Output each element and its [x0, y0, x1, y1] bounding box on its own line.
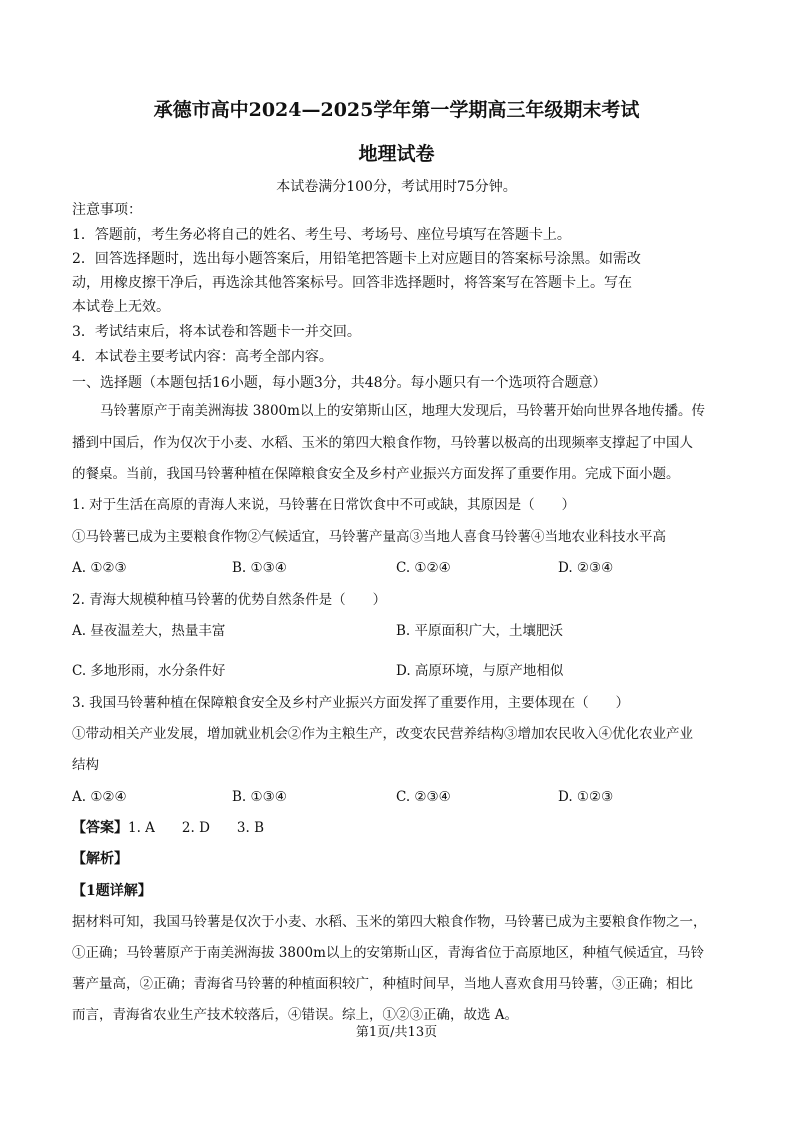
q2-option-b: B. 平原面积广大，土壤肥沃: [396, 623, 564, 639]
analysis-detail-tag: 【1题详解】: [72, 883, 152, 899]
notice-item: 2．回答选择题时，选出每小题答案后，用铅笔把答题卡上对应题目的答案标号涂黑。如需改: [72, 251, 641, 267]
q1-option-b: B. ①③④: [232, 560, 287, 576]
q3-option-a: A. ①②④: [72, 789, 127, 805]
analysis-line: 据材料可知，我国马铃薯是仅次于小麦、水稻、玉米的第四大粮食作物，马铃薯已成为主要粮食作物之一，: [72, 914, 707, 930]
answer-tag: 【答案】: [72, 820, 128, 836]
notice-item: 本试卷上无效。: [72, 299, 170, 315]
question-3-stem: 3. 我国马铃薯种植在保障粮食安全及乡村产业振兴方面发挥了重要作用，主要体现在（ ）: [72, 695, 630, 711]
analysis-line: 而言，青海省农业生产技术较落后，④错误。综上，①②③正确，故选 A。: [72, 1007, 519, 1023]
analysis-tag: 【解析】: [72, 851, 128, 867]
page-number: 第1页/共13页: [355, 1025, 438, 1040]
question-3-statements: ①带动相关产业发展，增加就业机会②作为主粮生产，改变农民营养结构③增加农民收入④优化农业产业: [72, 726, 693, 742]
exam-title: 承德市高中2024—2025学年第一学期高三年级期末考试: [153, 99, 640, 121]
analysis-line: ①正确；马铃薯原产于南美洲海拔 3800m以上的安第斯山区，青海省位于高原地区，种植气候适宜，马铃: [72, 945, 704, 961]
question-2-stem: 2. 青海大规模种植马铃薯的优势自然条件是（ ）: [72, 592, 387, 608]
q3-option-c: C. ②③④: [396, 789, 451, 805]
notice-item: 3．考试结束后，将本试卷和答题卡一并交回。: [72, 324, 361, 340]
section-heading: 一、选择题（本题包括16小题，每小题3分，共48分。每小题只有一个选项符合题意）: [72, 375, 607, 391]
q2-option-c: C. 多地形雨，水分条件好: [72, 663, 226, 679]
question-3-statements-cont: 结构: [72, 757, 99, 773]
notice-item: 4．本试卷主要考试内容：高考全部内容。: [72, 349, 333, 365]
passage-line: 播到中国后，作为仅次于小麦、水稻、玉米的第四大粮食作物，马铃薯以极高的出现频率支撑起了中国人: [72, 435, 693, 451]
q3-option-b: B. ①③④: [232, 789, 287, 805]
q1-option-a: A. ①②③: [72, 560, 127, 576]
question-1-stem: 1. 对于生活在高原的青海人来说，马铃薯在日常饮食中不可或缺，其原因是（ ）: [72, 497, 576, 513]
passage-line: 的餐桌。当前，我国马铃薯种植在保障粮食安全及乡村产业振兴方面发挥了重要作用。完成下面小题。: [72, 466, 680, 482]
exam-info: 本试卷满分100分，考试用时75分钟。: [276, 179, 517, 195]
notice-heading: 注意事项：: [72, 202, 142, 218]
answer-values: 1. A 2. D 3. B: [128, 820, 265, 836]
answer-line: [72, 819, 264, 837]
q3-option-d: D. ①②③: [558, 789, 614, 805]
notice-item: 动，用橡皮擦干净后，再选涂其他答案标号。回答非选择题时，将答案写在答题卡上。写在: [72, 275, 632, 291]
q2-option-a: A. 昼夜温差大，热量丰富: [72, 623, 226, 639]
q2-option-d: D. 高原环境，与原产地相似: [396, 663, 564, 679]
q1-option-c: C. ①②④: [396, 560, 451, 576]
analysis-line: 薯产量高，②正确；青海省马铃薯的种植面积较广，种植时间早，当地人喜欢食用马铃薯，③正确；相比: [72, 976, 693, 992]
question-1-statements: ①马铃薯已成为主要粮食作物②气候适宜，马铃薯产量高③当地人喜食马铃薯④当地农业科技水平高: [72, 529, 666, 545]
notice-item: 1．答题前，考生务必将自己的姓名、考生号、考场号、座位号填写在答题卡上。: [72, 227, 571, 243]
passage-line: 马铃薯原产于南美洲海拔 3800m以上的安第斯山区，地理大发现后，马铃薯开始向世界各地传播。传: [100, 403, 705, 419]
q1-option-d: D. ②③④: [558, 560, 614, 576]
subject-title: 地理试卷: [358, 143, 435, 165]
